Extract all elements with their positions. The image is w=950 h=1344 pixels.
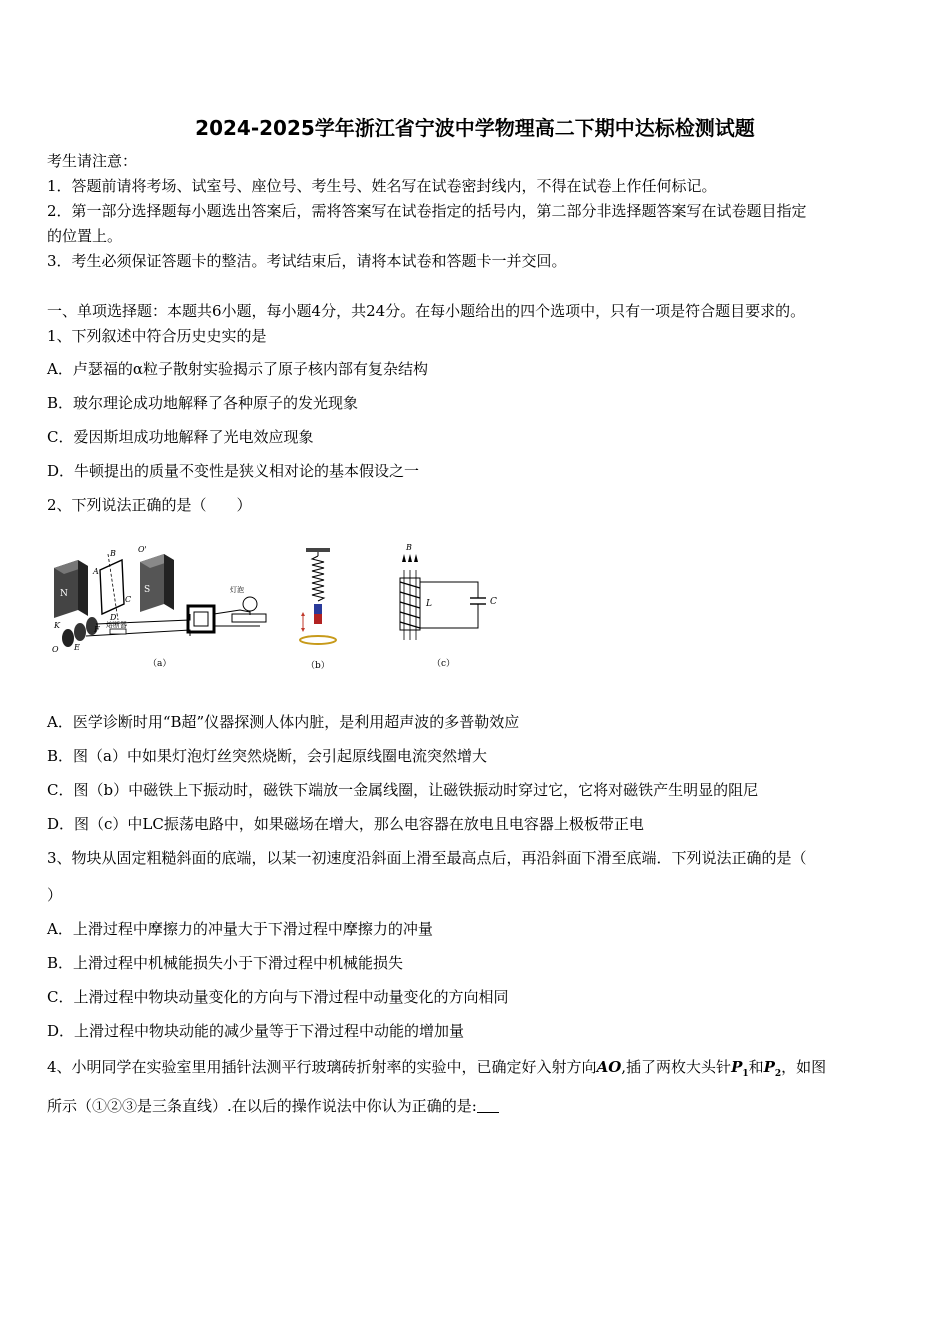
q3-option-d: D．上滑过程中物块动能的减少量等于下滑过程中动能的增加量 — [47, 1022, 465, 1040]
q1-option-a: A．卢瑟福的α粒子散射实验揭示了原子核内部有复杂结构 — [47, 360, 428, 378]
q1-option-c: C．爱因斯坦成功地解释了光电效应现象 — [47, 428, 314, 446]
q2-option-b: B．图（a）中如果灯泡灯丝突然烧断，会引起原线圈电流突然增大 — [47, 747, 487, 765]
fuse — [110, 629, 126, 634]
svg-text:灯泡: 灯泡 — [230, 586, 244, 594]
label-S: S — [144, 585, 151, 595]
svg-text:O': O' — [138, 545, 147, 554]
spring — [312, 556, 324, 601]
q2-option-d: D．图（c）中LC振荡电路中，如果磁场在增大，那么电容器在放电且电容器上极板带正电 — [47, 815, 644, 833]
coil — [100, 560, 124, 614]
magnet-north — [314, 614, 322, 624]
magnet-south — [314, 604, 322, 614]
q2-option-c: C．图（b）中磁铁上下振动时，磁铁下端放一金属线圈，让磁铁振动时穿过它，它将对磁铁产生明显的阻尼 — [47, 781, 759, 799]
q1-stem: 1、下列叙述中符合历史史实的是 — [47, 327, 267, 345]
notice-item-3: 3．考生必须保证答题卡的整洁。考试结束后，请将本试卷和答题卡一并交回。 — [47, 252, 567, 270]
notice-item-1: 1．答题前请将考场、试室号、座位号、考生号、姓名写在试卷密封线内，不得在试卷上作任何标记。 — [47, 177, 717, 195]
q1-option-b: B．玻尔理论成功地解释了各种原子的发光现象 — [47, 394, 359, 412]
svg-text:C: C — [490, 597, 497, 607]
q4-stem-cont: 所示（①②③是三条直线）.在以后的操作说法中你认为正确的是: — [47, 1096, 907, 1116]
q4-p1: P — [731, 1058, 743, 1076]
figure-a — [52, 545, 266, 669]
q3-option-a: A．上滑过程中摩擦力的冲量大于下滑过程中摩擦力的冲量 — [47, 920, 433, 938]
lamp-icon — [243, 597, 257, 611]
q4-stem: 4、小明同学在实验室里用插针法测平行玻璃砖折射率的实验中，已确定好入射方向AO,插了两枚大头针$P_1$和$P_2$，如图 — [47, 1058, 827, 1079]
svg-text:A: A — [93, 567, 99, 576]
svg-text:E: E — [74, 643, 80, 652]
q3-stem: 3、物块从固定粗糙斜面的底端，以某一初速度沿斜面上滑至最高点后，再沿斜面下滑至底端．下列说法正确的是（ — [47, 849, 807, 867]
notice-item-2-cont: 的位置上。 — [47, 227, 123, 245]
q4-p2: P — [763, 1058, 775, 1076]
q2-option-a: A．医学诊断时用“B超”仪器探测人体内脏，是利用超声波的多普勒效应 — [47, 713, 520, 731]
metal-coil — [300, 636, 336, 644]
svg-text:O: O — [52, 645, 59, 654]
q1-option-d: D．牛顿提出的质量不变性是狭义相对论的基本假设之一 — [47, 462, 420, 480]
figure-b-caption: （b） — [306, 661, 330, 671]
svg-text:B: B — [406, 543, 412, 552]
svg-text:D: D — [110, 613, 117, 622]
figure-c — [400, 543, 497, 669]
q3-option-c: C．上滑过程中物块动量变化的方向与下滑过程中动量变化的方向相同 — [47, 988, 509, 1006]
figure-b — [300, 548, 336, 671]
figure-c-caption: （c） — [432, 659, 456, 669]
svg-text:F: F — [94, 625, 100, 634]
svg-text:K: K — [54, 621, 60, 630]
q2-stem: 2、下列说法正确的是（ ） — [47, 496, 252, 514]
label-N: N — [60, 589, 68, 599]
svg-text:C: C — [125, 595, 132, 604]
figure-a-caption: （a） — [148, 659, 172, 669]
svg-text:熔断器: 熔断器 — [106, 621, 127, 629]
q2-figures — [40, 540, 510, 680]
q3-stem-cont: ） — [47, 886, 63, 904]
page-title: 2024-2025学年浙江省宁波中学物理高二下期中达标检测试题 — [195, 116, 755, 140]
section-heading: 一、单项选择题：本题共6小题，每小题4分，共24分。在每小题给出的四个选项中，只有一项是符合题目要求的。 — [47, 302, 806, 320]
notice-heading: 考生请注意： — [47, 152, 138, 170]
q4-ao: AO — [596, 1058, 622, 1076]
svg-text:L: L — [426, 599, 432, 609]
notice-item-2: 2．第一部分选择题每小题选出答案后，需将答案写在试卷指定的括号内，第二部分非选择题答案写在试卷题目指定 — [47, 202, 807, 220]
answer-blank[interactable] — [477, 1098, 499, 1113]
svg-text:B: B — [110, 549, 116, 558]
q3-option-b: B．上滑过程中机械能损失小于下滑过程中机械能损失 — [47, 954, 404, 972]
